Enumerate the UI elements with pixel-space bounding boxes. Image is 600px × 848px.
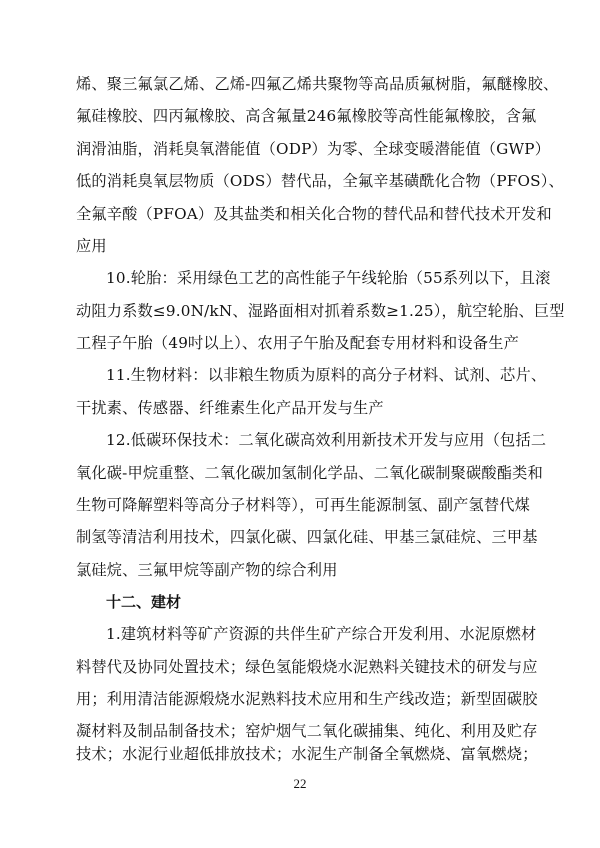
item-12-first-line: 12.低碳环保技术：二氧化碳高效利用新技术开发与应用（包括二 bbox=[106, 431, 547, 449]
item-10-first-line: 10.轮胎：采用绿色工艺的高性能子午线轮胎（55系列以下，且滚 bbox=[106, 269, 551, 287]
text-line: 工程子午胎（49吋以上）、农用子午胎及配套专用材料和设备生产 bbox=[76, 334, 519, 352]
text-line: 生物可降解塑料等高分子材料等），可再生能源制氢、副产氢替代煤 bbox=[76, 496, 531, 514]
text-line: 料替代及协同处置技术；绿色氢能煅烧水泥熟料关键技术的研发与应 bbox=[76, 658, 538, 676]
text-line: 烯、聚三氟氯乙烯、乙烯-四氟乙烯共聚物等高品质氟树脂，氟醚橡胶、 bbox=[76, 75, 559, 93]
text-line: 氟硅橡胶、四丙氟橡胶、高含氟量246氟橡胶等高性能氟橡胶，含氟 bbox=[76, 107, 537, 125]
text-line: 润滑油脂，消耗臭氧潜能值（ODP）为零、全球变暖潜能值（GWP） bbox=[76, 140, 551, 158]
text-line: 氯硅烷、三氟甲烷等副产物的综合利用 bbox=[76, 561, 338, 579]
page-number: 22 bbox=[293, 776, 307, 791]
item-11-first-line: 11.生物材料：以非粮生物质为原料的高分子材料、试剂、芯片、 bbox=[106, 366, 547, 384]
item-jc-1-first-line: 1.建筑材料等矿产资源的共伴生矿产综合开发利用、水泥原燃材 bbox=[106, 625, 537, 643]
section-heading: 十二、建材 bbox=[106, 593, 182, 611]
text-line: 氧化碳-甲烷重整、二氧化碳加氢制化学品、二氧化碳制聚碳酸酯类和 bbox=[76, 464, 543, 482]
text-line: 干扰素、传感器、纤维素生化产品开发与生产 bbox=[76, 399, 384, 417]
text-line: 制氢等清洁利用技术，四氯化碳、四氯化硅、甲基三氯硅烷、三甲基 bbox=[76, 528, 538, 546]
text-line: 应用 bbox=[76, 237, 107, 255]
text-line: 动阻力系数≤9.0N/kN、湿路面相对抓着系数≥1.25），航空轮胎、巨型 bbox=[76, 302, 565, 320]
text-line: 低的消耗臭氧层物质（ODS）替代品，全氟辛基磺酰化合物（PFOS）、 bbox=[76, 172, 564, 190]
text-line: 全氟辛酸（PFOA）及其盐类和相关化合物的替代品和替代技术开发和 bbox=[76, 205, 552, 223]
text-line: 用；利用清洁能源煅烧水泥熟料技术应用和生产线改造；新型固碳胶 bbox=[76, 690, 538, 708]
text-line: 技术；水泥行业超低排放技术；水泥生产制备全氧燃烧、富氧燃烧； bbox=[76, 745, 538, 763]
text-line: 凝材料及制品制备技术；窑炉烟气二氧化碳捕集、纯化、利用及贮存 bbox=[76, 722, 538, 740]
